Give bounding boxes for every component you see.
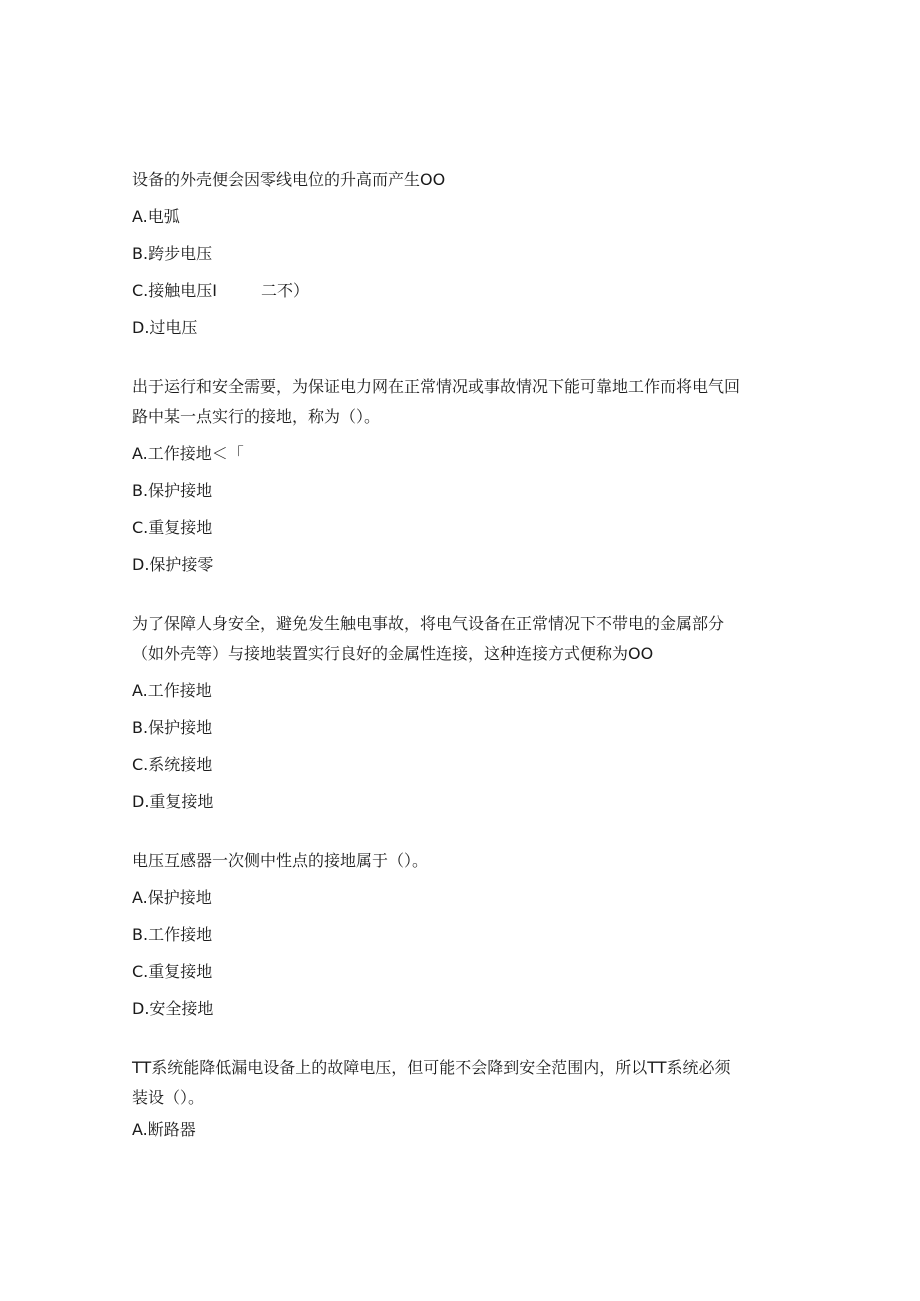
question-1-option-c-annotation: 二不） bbox=[260, 281, 309, 300]
question-3-option-a: A.工作接地 bbox=[132, 681, 212, 700]
question-2-stem-line-1: 出于运行和安全需要，为保证电力网在正常情况或事故情况下能可靠地工作而将电气回 bbox=[132, 377, 741, 396]
question-4-stem: 电压互感器一次侧中性点的接地属于（）。 bbox=[132, 851, 429, 870]
question-2-option-d: D.保护接零 bbox=[132, 555, 214, 574]
question-4-option-c: C.重复接地 bbox=[132, 962, 213, 981]
question-2-option-c: C.重复接地 bbox=[132, 518, 213, 537]
question-3-stem-line-1: 为了保障人身安全，避免发生触电事故，将电气设备在正常情况下不带电的金属部分 bbox=[132, 614, 725, 633]
question-3-option-d: D.重复接地 bbox=[132, 792, 214, 811]
question-5-stem-line-1: TT系统能降低漏电设备上的故障电压，但可能不会降到安全范围内，所以TT系统必须 bbox=[132, 1058, 731, 1077]
question-5-option-a: A.断路器 bbox=[132, 1120, 196, 1139]
question-1-option-d: D.过电压 bbox=[132, 318, 198, 337]
question-1-option-c-row bbox=[132, 281, 309, 301]
question-3-option-b: B.保护接地 bbox=[132, 718, 213, 737]
question-3-option-c: C.系统接地 bbox=[132, 755, 213, 774]
question-1-option-c: C.接触电压I bbox=[132, 281, 217, 300]
question-2-stem-line-2: 路中某一点实行的接地，称为（）。 bbox=[132, 407, 381, 426]
question-1-option-b: B.跨步电压 bbox=[132, 244, 213, 263]
question-4-option-b: B.工作接地 bbox=[132, 925, 213, 944]
question-1-stem: 设备的外壳便会因零线电位的升高而产生OO bbox=[132, 170, 446, 189]
question-2-option-b: B.保护接地 bbox=[132, 481, 213, 500]
question-3-stem-line-2: （如外壳等）与接地装置实行良好的金属性连接，这种连接方式便称为OO bbox=[132, 644, 654, 663]
question-5-stem-line-2: 装设（）。 bbox=[132, 1088, 205, 1107]
question-4-option-a: A.保护接地 bbox=[132, 888, 212, 907]
question-1-option-a: A.电弧 bbox=[132, 207, 180, 226]
question-2-option-a: A.工作接地＜「 bbox=[132, 444, 244, 463]
question-4-option-d: D.安全接地 bbox=[132, 999, 214, 1018]
